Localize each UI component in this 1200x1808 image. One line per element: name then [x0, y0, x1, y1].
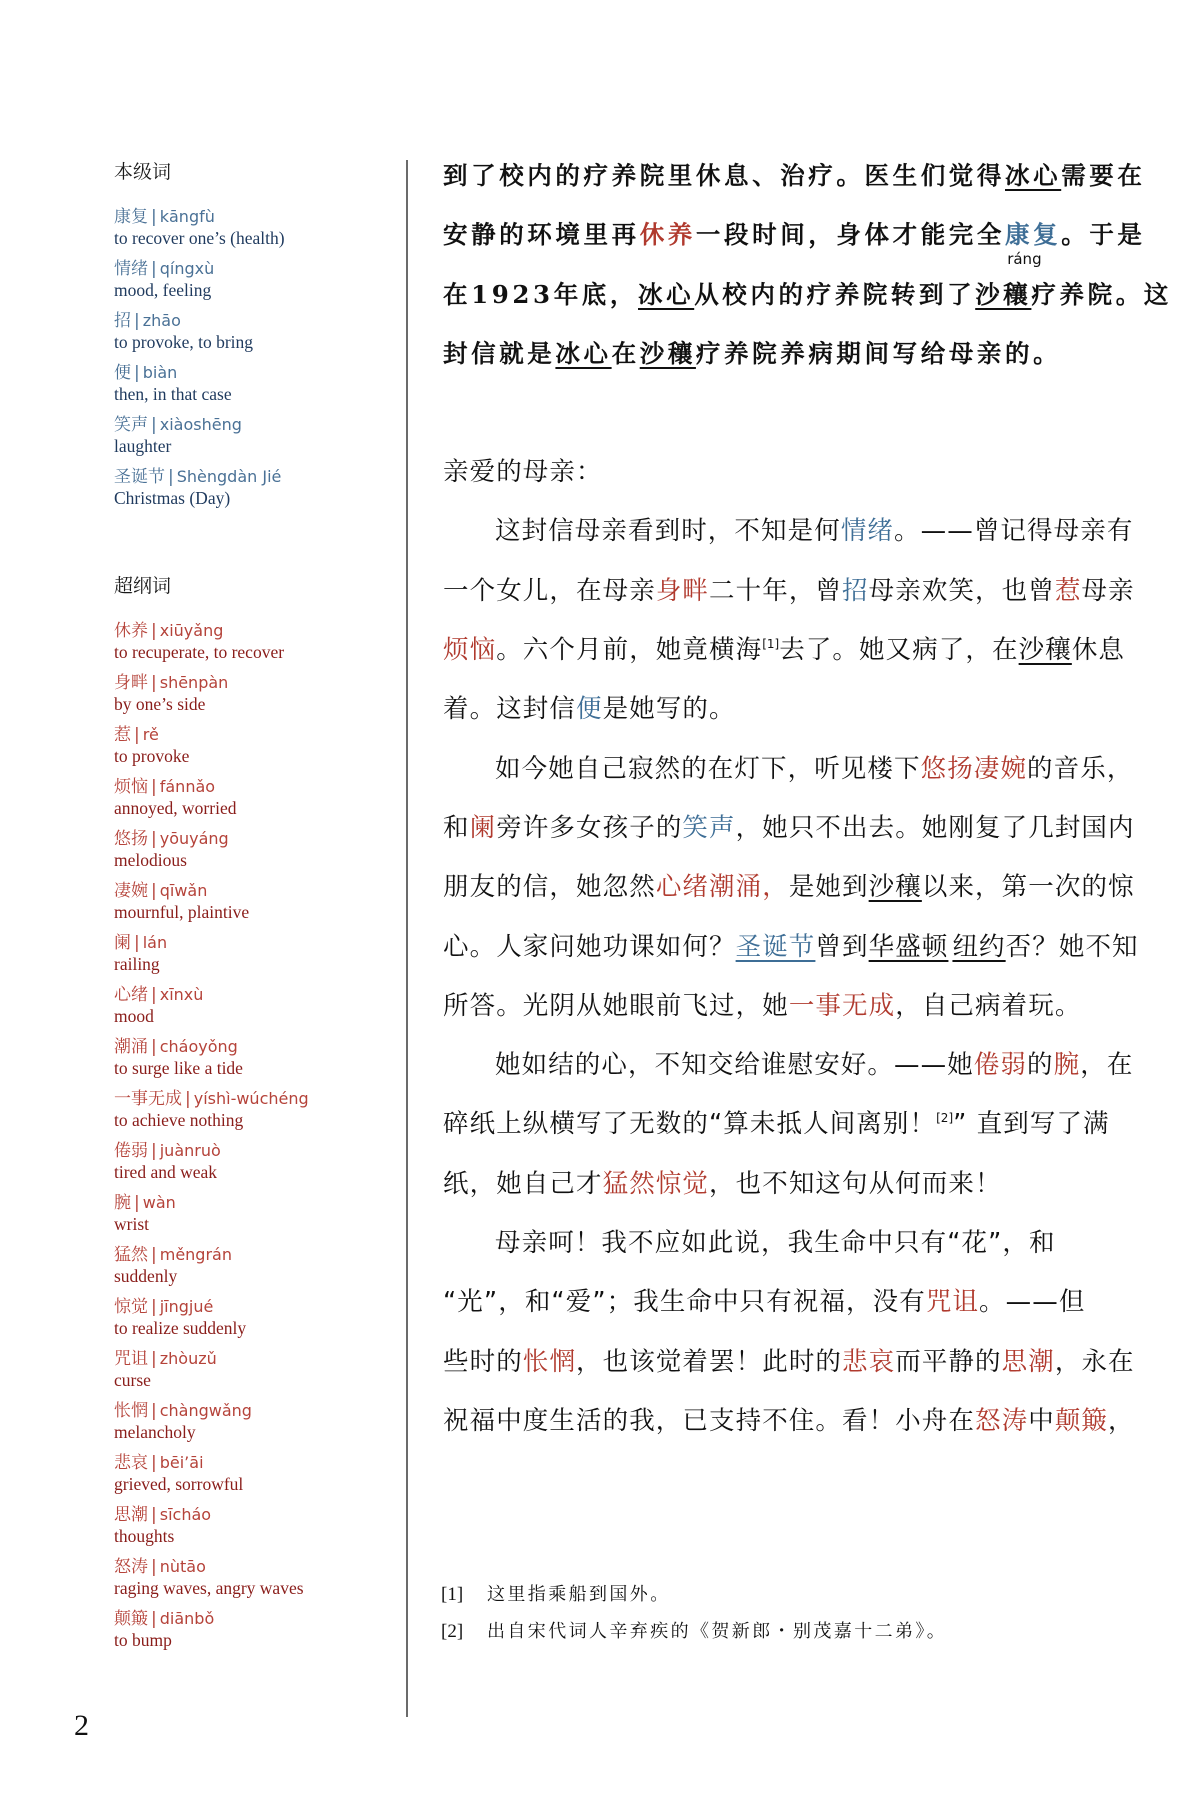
vocab-highlight: 悲哀 — [842, 1346, 896, 1377]
vocab-entry: 凄婉 | qīwǎn mournful, plaintive — [114, 878, 394, 930]
vocab-entry: 悲哀 | bēi’āi grieved, sorrowful — [114, 1450, 394, 1502]
vocab-entry: 咒诅 | zhòuzǔ curse — [114, 1346, 394, 1398]
proper-noun: 冰心 — [555, 338, 612, 368]
vocab-english: curse — [114, 1370, 151, 1390]
vocab-entry: 悠扬 | yōuyáng melodious — [114, 826, 394, 878]
vocab-hanzi: 腕 — [114, 1193, 131, 1213]
level-words-heading: 本级词 — [114, 161, 172, 183]
vocab-entry: 倦弱 | juànruò tired and weak — [114, 1138, 394, 1190]
text-line: 纸，她自己才猛然惊觉，也不知这句从何而来！ — [443, 1168, 1002, 1199]
vocab-pinyin: kāngfù — [159, 207, 215, 226]
vocab-hanzi: 烦恼 — [114, 777, 148, 797]
vocab-hanzi: 心绪 — [114, 985, 148, 1005]
vocab-english: wrist — [114, 1214, 149, 1234]
page-number: 2 — [74, 1709, 89, 1742]
footnote-text: 出自宋代词人辛弃疾的《贺新郎・别茂嘉十二弟》。 — [487, 1621, 948, 1642]
vocab-english: to realize suddenly — [114, 1318, 247, 1338]
vocab-hanzi: 潮涌 — [114, 1037, 148, 1057]
vocab-highlight: 咒诅 — [925, 1287, 980, 1318]
vocab-hanzi: 身畔 — [114, 673, 148, 693]
vocab-pinyin: shēnpàn — [159, 673, 229, 692]
vocab-entry: 怅惘 | chàngwǎng melancholy — [114, 1398, 394, 1450]
vocab-hanzi: 悠扬 — [114, 829, 148, 849]
vocab-pinyin: juànruò — [159, 1141, 221, 1160]
vocab-highlight: 休养 — [639, 220, 696, 250]
vocab-pinyin: lán — [142, 933, 168, 952]
vocab-english: mournful, plaintive — [114, 902, 250, 922]
footnote-ref[interactable]: [1] — [762, 637, 780, 652]
footnote-text: 这里指乘船到国外。 — [487, 1584, 671, 1605]
vocab-hanzi: 休养 — [114, 621, 148, 641]
vocab-english: Christmas (Day) — [114, 488, 231, 508]
footnote-1 — [441, 1576, 1121, 1613]
text-line: 封信就是冰心在沙穰疗养院养病期间写给母亲的。 — [443, 338, 1062, 368]
vocab-hanzi: 圣诞节 — [114, 467, 165, 487]
text-line: 如今她自己寂然的在灯下，听见楼下悠扬凄婉的音乐， — [495, 753, 1134, 784]
proper-noun: 沙穰 — [975, 279, 1032, 309]
vocab-entry: 思潮 | sīcháo thoughts — [114, 1502, 394, 1554]
text-line: 朋友的信，她忽然心绪潮涌，是她到沙穰以来，第一次的惊 — [443, 872, 1135, 903]
vocab-pinyin: měngrán — [159, 1245, 232, 1264]
vocab-hanzi: 阑 — [114, 933, 131, 953]
vocab-hanzi: 便 — [114, 363, 131, 383]
vocab-pinyin: yōuyáng — [159, 829, 229, 848]
text-line: 安静的环境里再休养一段时间，身体才能完全康复。于是 — [443, 220, 1146, 250]
main-text — [443, 146, 1172, 1451]
vocab-highlight: 一事无成 — [788, 990, 896, 1021]
vocab-english: then, in that case — [114, 384, 232, 404]
vocab-highlight: 阑 — [469, 812, 497, 843]
vocab-entry: 惹 | rě to provoke — [114, 722, 394, 774]
vocab-hanzi: 笑声 — [114, 415, 148, 435]
vocab-pinyin: chàngwǎng — [159, 1401, 252, 1420]
vocab-hanzi: 凄婉 — [114, 881, 148, 901]
vocab-entry: 休养 | xiūyǎng to recuperate, to recover — [114, 618, 394, 670]
vocab-entry: 腕 | wàn wrist — [114, 1190, 394, 1242]
vocab-hanzi: 一事无成 — [114, 1089, 182, 1109]
vocab-hanzi: 惊觉 — [114, 1297, 148, 1317]
vocab-pinyin: xīnxù — [159, 985, 204, 1004]
vocab-entry: 圣诞节 | Shèngdàn Jié Christmas (Day) — [114, 464, 394, 516]
vocab-english: mood, feeling — [114, 280, 212, 300]
vocab-hanzi: 颠簸 — [114, 1609, 148, 1629]
salutation: 亲爱的母亲： — [443, 457, 603, 488]
vocab-english: to recover one’s (health) — [114, 228, 285, 248]
vocab-highlight: 腕 — [1053, 1050, 1081, 1081]
vocab-hanzi: 惹 — [114, 725, 131, 745]
vocab-hanzi: 思潮 — [114, 1505, 148, 1525]
text-line: 烦恼。六个月前，她竟横海[1]去了。她又病了，在沙穰休息 — [443, 635, 1126, 666]
vocab-hanzi: 康复 — [114, 207, 148, 227]
vocab-english: to provoke — [114, 746, 190, 766]
vocab-pinyin: qíngxù — [159, 259, 215, 278]
vocab-entry: 笑声 | xiàoshēng laughter — [114, 412, 394, 464]
vocab-english: mood — [114, 1006, 154, 1026]
vocab-pinyin: qīwǎn — [159, 881, 208, 900]
vocab-entry: 心绪 | xīnxù mood — [114, 982, 394, 1034]
vocab-entry: 怒涛 | nùtāo raging waves, angry waves — [114, 1554, 394, 1606]
vocab-pinyin: jīngjué — [159, 1297, 214, 1316]
vocab-highlight: 烦恼 — [443, 635, 497, 666]
vocab-pinyin: xiàoshēng — [159, 415, 242, 434]
vocabulary-sidebar — [114, 158, 394, 1658]
level-words-list — [114, 204, 394, 516]
vocab-highlight: 猛然惊觉 — [602, 1168, 710, 1199]
vocab-pinyin: Shèngdàn Jié — [176, 467, 282, 486]
text-line: 在1923年底，冰心从校内的疗养院转到了 ráng 沙穰疗养院。这 — [443, 249, 1172, 309]
vocab-pinyin: fánnǎo — [159, 777, 216, 796]
vocab-entry: 身畔 | shēnpàn by one’s side — [114, 670, 394, 722]
letter-body — [443, 443, 1139, 1451]
vocab-entry: 阑 | lán railing — [114, 930, 394, 982]
vocab-english: grieved, sorrowful — [114, 1474, 244, 1494]
footnote-number: [2] — [441, 1621, 464, 1642]
vocab-english: annoyed, worried — [114, 798, 237, 818]
text-line: 到了校内的疗养院里休息、治疗。医生们觉得冰心需要在 — [443, 161, 1146, 190]
vocab-highlight: 心绪潮涌， — [655, 872, 789, 903]
text-line: 碎纸上纵横写了无数的“算未抵人间离别！[2]” 直到写了满 — [443, 1109, 1110, 1140]
text-line: 母亲呵！我不应如此说，我生命中只有“花”，和 — [495, 1228, 1056, 1259]
vocab-english: tired and weak — [114, 1162, 218, 1182]
vocab-highlight: 悠扬凄婉 — [920, 753, 1028, 784]
footnotes — [441, 1576, 1121, 1650]
vocab-pinyin: cháoyǒng — [159, 1037, 238, 1056]
text-line: “光”，和“爱”；我生命中只有祝福，没有咒诅。——但 — [443, 1287, 1086, 1318]
vocab-english: railing — [114, 954, 160, 974]
vocab-highlight: 怒涛 — [975, 1405, 1029, 1436]
vocab-entry: 一事无成 | yíshì-wúchéng to achieve nothing — [114, 1086, 394, 1138]
proper-noun: 华盛顿 — [868, 931, 949, 962]
extra-words-heading: 超纲词 — [114, 575, 172, 597]
vocab-entry: 惊觉 | jīngjué to realize suddenly — [114, 1294, 394, 1346]
text-line: 和阑旁许多女孩子的笑声，她只不出去。她刚复了几封国内 — [443, 812, 1135, 843]
proper-noun: 沙穰 — [639, 338, 696, 368]
text-line: 这封信母亲看到时，不知是何情绪。——曾记得母亲有 — [495, 516, 1134, 547]
vocab-pinyin: wàn — [142, 1193, 176, 1212]
vocab-pinyin: zhāo — [142, 311, 181, 330]
vocab-highlight: 惹 — [1054, 575, 1082, 606]
text-line: 她如结的心，不知交给谁慰安好。——她倦弱的腕，在 — [495, 1050, 1134, 1081]
footnote-ref[interactable]: [2] — [936, 1111, 954, 1126]
vocab-hanzi: 怅惘 — [114, 1401, 148, 1421]
vocab-english: to achieve nothing — [114, 1110, 244, 1130]
text-line: 所答。光阴从她眼前飞过，她一事无成，自己病着玩。 — [443, 990, 1082, 1021]
vocab-hanzi: 咒诅 — [114, 1349, 148, 1369]
extra-words-list — [114, 618, 394, 1658]
vocab-highlight: 身畔 — [655, 575, 710, 606]
vocab-entry: 猛然 | měngrán suddenly — [114, 1242, 394, 1294]
text-line: 心。人家问她功课如何？圣诞节曾到华盛顿 纽约否？她不知 — [443, 931, 1139, 962]
vocab-hanzi: 猛然 — [114, 1245, 148, 1265]
vocab-pinyin: diānbǒ — [159, 1609, 215, 1628]
vocab-entry: 康复 | kāngfù to recover one’s (health) — [114, 204, 394, 256]
vocab-highlight: 倦弱 — [973, 1050, 1028, 1081]
vocab-pinyin: xiūyǎng — [159, 621, 224, 640]
vocab-english: melodious — [114, 850, 187, 870]
vocab-entry: 烦恼 | fánnǎo annoyed, worried — [114, 774, 394, 826]
vocab-english: raging waves, angry waves — [114, 1578, 304, 1598]
vocab-hanzi: 招 — [114, 311, 131, 331]
vocab-highlight: 康复 — [1005, 220, 1062, 250]
pinyin-annotation: ráng — [1007, 249, 1042, 268]
proper-noun: 沙穰 — [868, 872, 922, 903]
intro-paragraph — [443, 146, 1172, 383]
vocab-highlight: 思潮 — [1001, 1346, 1055, 1377]
footnote-number: [1] — [441, 1584, 464, 1605]
proper-noun: 沙穰 — [1018, 635, 1072, 666]
vocab-hanzi: 情绪 — [114, 259, 148, 279]
text-line: 一个女儿，在母亲身畔二十年，曾招母亲欢笑，也曾惹母亲 — [443, 575, 1135, 606]
vocab-pinyin: nùtāo — [159, 1557, 206, 1576]
vocab-hanzi: 悲哀 — [114, 1453, 148, 1473]
vocab-english: to provoke, to bring — [114, 332, 254, 352]
vocab-highlight: 笑声 — [682, 812, 736, 843]
vocab-english: to bump — [114, 1630, 172, 1650]
vocab-pinyin: zhòuzǔ — [159, 1349, 217, 1368]
vocab-highlight: 颠簸 — [1054, 1405, 1109, 1436]
proper-noun: 纽约 — [952, 931, 1006, 962]
vocab-pinyin: biàn — [142, 363, 178, 382]
vocab-hanzi: 怒涛 — [114, 1557, 148, 1577]
vocab-english: laughter — [114, 436, 172, 456]
vocab-highlight: 怅惘 — [522, 1346, 577, 1377]
vocab-highlight: 圣诞节 — [735, 931, 816, 962]
vocab-highlight: 招 — [842, 575, 869, 606]
vocab-pinyin: bēi’āi — [159, 1453, 204, 1472]
vocab-pinyin: sīcháo — [159, 1505, 212, 1524]
vocab-english: suddenly — [114, 1266, 178, 1286]
vocab-entry: 招 | zhāo to provoke, to bring — [114, 308, 394, 360]
vocab-entry: 便 | biàn then, in that case — [114, 360, 394, 412]
proper-noun: 冰心 — [638, 279, 695, 309]
vocab-highlight: 情绪 — [840, 516, 895, 547]
vocab-english: thoughts — [114, 1526, 175, 1546]
footnote-2 — [441, 1613, 1121, 1650]
vocab-english: by one’s side — [114, 694, 206, 714]
vocab-entry: 潮涌 | cháoyǒng to surge like a tide — [114, 1034, 394, 1086]
text-line: 祝福中度生活的我，已支持不住。看！小舟在怒涛中颠簸， — [443, 1405, 1135, 1436]
vocab-pinyin: rě — [142, 725, 159, 744]
vocab-pinyin: yíshì-wúchéng — [193, 1089, 309, 1108]
vocab-entry: 情绪 | qíngxù mood, feeling — [114, 256, 394, 308]
vocab-hanzi: 倦弱 — [114, 1141, 148, 1161]
text-line: 些时的怅惘，也该觉着罢！此时的悲哀而平静的思潮，永在 — [443, 1346, 1135, 1377]
vocab-english: to recuperate, to recover — [114, 642, 285, 662]
vocab-highlight: 便 — [576, 694, 603, 725]
vocab-english: melancholy — [114, 1422, 196, 1442]
vocab-english: to surge like a tide — [114, 1058, 243, 1078]
vocab-entry: 颠簸 | diānbǒ to bump — [114, 1606, 394, 1658]
column-divider — [406, 160, 408, 1717]
proper-noun: 冰心 — [1005, 161, 1062, 190]
text-line: 着。这封信便是她写的。 — [443, 694, 736, 725]
